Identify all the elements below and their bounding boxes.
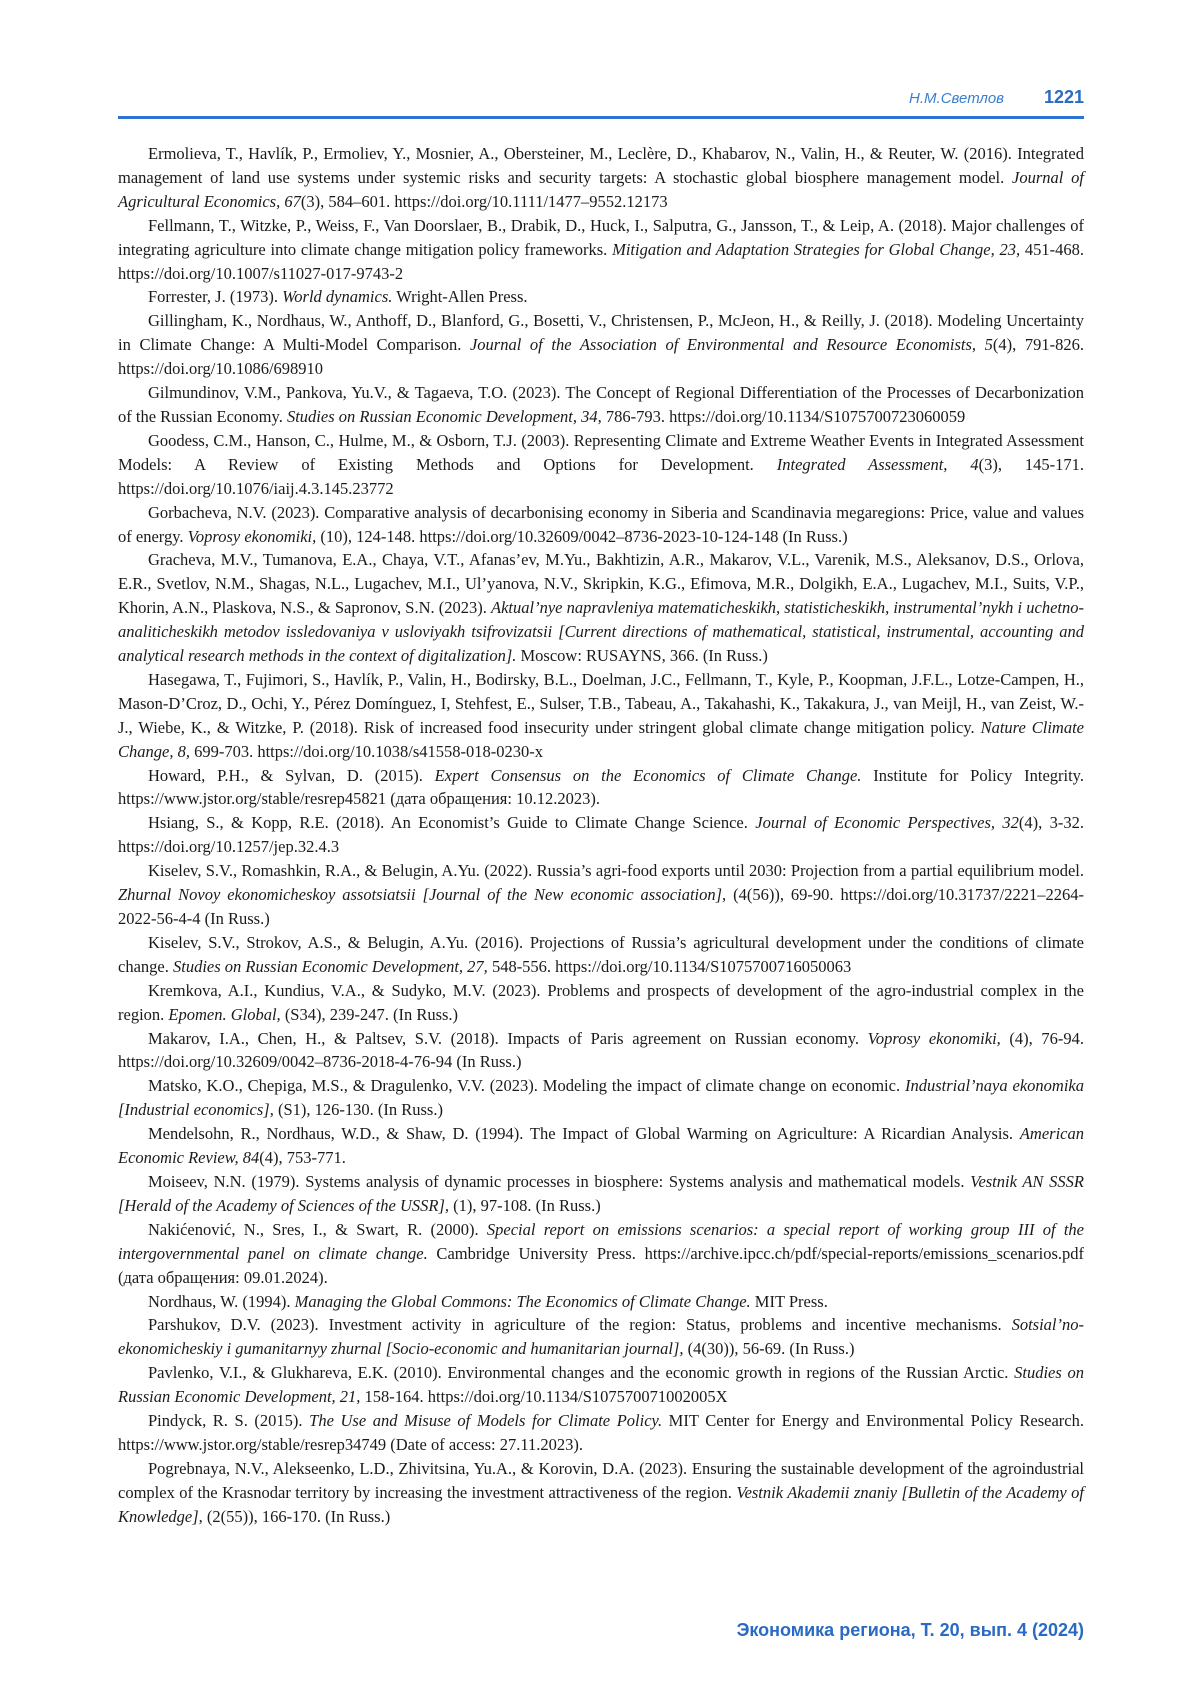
reference-text: Gracheva, M.V., Tumanova, E.A., Chaya, V.T., Afanas’ev, M.Yu., Bakhtizin, A.R., Makarov, V.L., Varenik, M.S., Aleksanov, D.S., Orlova, E.R., Svetlov, N.M., Shagas, N.L., Lugachev, M.I., Ul’yanova, N.V., Skripkin, K.G., Efimova, M.R., Dolgikh, E.A., Lugachev, M.I., Suits, V.P., Khorin, A.N., Plaskova, N.S., & Sapronov, S.N. (2023).	[118, 550, 1084, 618]
reference-text: Nakićenović, N., Sres, I., & Swart, R. (2000).	[148, 1219, 487, 1239]
reference-text: 548-556. https://doi.org/10.1134/S1075700716050063	[487, 956, 852, 976]
reference-entry	[118, 548, 1084, 668]
reference-text: Moscow: RUSAYNS, 366. (In Russ.)	[516, 646, 768, 666]
reference-source-title: Sotsial’no-ekonomicheskiy i gumanitarnyy zhurnal [Socio-economic and humanitarian journal],	[118, 1315, 1084, 1359]
reference-text: Pogrebnaya, N.V., Alekseenko, L.D., Zhivitsina, Yu.A., & Korovin, D.A. (2023). Ensuring the sustainable development of the agroindustrial complex of the Krasnodar territory by increasing the investment attractiveness of the region.	[118, 1458, 1084, 1502]
reference-source-title: World dynamics.	[282, 287, 393, 307]
reference-entry	[118, 1409, 1084, 1457]
reference-entry	[118, 764, 1084, 812]
reference-text: Kremkova, A.I., Kundius, V.A., & Sudyko, M.V. (2023). Problems and prospects of development of the agro-industrial complex in the region.	[118, 980, 1084, 1024]
reference-text: Moiseev, N.N. (1979). Systems analysis of dynamic processes in biosphere: Systems analysis and mathematical models.	[148, 1171, 971, 1191]
reference-text: Wright-Allen Press.	[392, 287, 528, 307]
reference-source-title: Industrial’naya ekonomika [Industrial economics],	[118, 1076, 1084, 1120]
reference-entry	[118, 381, 1084, 429]
reference-source-title: Managing the Global Commons: The Economics of Climate Change.	[294, 1291, 751, 1311]
reference-entry	[118, 979, 1084, 1027]
reference-text: Mendelsohn, R., Nordhaus, W.D., & Shaw, D. (1994). The Impact of Global Warming on Agriculture: A Ricardian Analysis.	[148, 1124, 1020, 1144]
reference-entry	[118, 1027, 1084, 1075]
reference-source-title: The Use and Misuse of Models for Climate Policy.	[309, 1411, 663, 1431]
reference-entry	[118, 1122, 1084, 1170]
reference-source-title: Integrated Assessment, 4	[776, 454, 979, 474]
reference-text: Cambridge University Press. https://archive.ipcc.ch/pdf/special-reports/emissions_scenarios.pdf (дата обращения: 09.01.2024).	[118, 1243, 1084, 1287]
reference-entry	[118, 429, 1084, 501]
reference-text: 786-793. https://doi.org/10.1134/S1075700723060059	[601, 406, 966, 426]
reference-text: Forrester, J. (1973).	[148, 287, 283, 307]
reference-text: Hasegawa, T., Fujimori, S., Havlík, P., Valin, H., Bodirsky, B.L., Doelman, J.C., Fellmann, T., Kyle, P., Koopman, J.F.L., Lotze-Campen, H., Mason-D’Croz, D., Ochi, Y., Pérez Domínguez, I, Stehfest, E., Sulser, T.B., Tabeau, A., Takahashi, K., Takakura, J., van Meijl, H., van Zeist, W.-J., Wiebe, K., & Witzke, P. (2018). Risk of increased food insecurity under stringent global climate change mitigation policy.	[118, 669, 1084, 737]
reference-source-title: Mitigation and Adaptation Strategies for Global Change, 23,	[612, 239, 1021, 259]
reference-text: Howard, P.H., & Sylvan, D. (2015).	[148, 765, 435, 785]
reference-text: Gorbacheva, N.V. (2023). Comparative analysis of decarbonising economy in Siberia and Scandinavia megaregions: Price, value and values of energy.	[118, 502, 1084, 546]
reference-text: (4), 76-94. https://doi.org/10.32609/0042–8736-2018-4-76-94 (In Russ.)	[118, 1028, 1085, 1072]
reference-source-title: Journal of Economic Perspectives, 32	[755, 813, 1019, 833]
reference-text: Makarov, I.A., Chen, H., & Paltsev, S.V. (2018). Impacts of Paris agreement on Russian economy.	[148, 1028, 868, 1048]
reference-entry	[118, 142, 1084, 214]
reference-text: Hsiang, S., & Kopp, R.E. (2018). An Economist’s Guide to Climate Change Science.	[148, 813, 756, 833]
reference-list	[118, 142, 1084, 1529]
reference-text: Goodess, C.M., Hanson, C., Hulme, M., & Osborn, T.J. (2003). Representing Climate and Extreme Weather Events in Integrated Assessment Models: A Review of Existing Methods and Options for Development.	[118, 430, 1084, 474]
reference-text: Parshukov, D.V. (2023). Investment activity in agriculture of the region: Status, problems and incentive mechanisms.	[148, 1315, 1012, 1335]
reference-text: (S1), 126-130. (In Russ.)	[273, 1100, 443, 1120]
reference-source-title: Nature Climate Change, 8,	[118, 717, 1084, 761]
reference-text: (4(30)), 56-69. (In Russ.)	[683, 1339, 855, 1359]
reference-entry	[118, 811, 1084, 859]
reference-text: Pavlenko, V.I., & Glukhareva, E.K. (2010). Environmental changes and the economic growth in regions of the Russian Arctic.	[148, 1363, 1015, 1383]
reference-text: Kiselev, S.V., Strokov, A.S., & Belugin, A.Yu. (2016). Projections of Russia’s agricultural development under the conditions of climate change.	[118, 932, 1084, 976]
reference-text: (10), 124-148. https://doi.org/10.32609/0042–8736-2023-10-124-148 (In Russ.)	[316, 526, 848, 546]
reference-entry	[118, 1290, 1084, 1314]
reference-text: (S34), 239-247. (In Russ.)	[280, 1004, 459, 1024]
reference-text: (4), 791-826. https://doi.org/10.1086/698910	[118, 335, 1085, 379]
reference-entry	[118, 1074, 1084, 1122]
header-rule	[118, 116, 1084, 119]
reference-text: (3), 584–601. https://doi.org/10.1111/1477–9552.12173	[300, 191, 668, 211]
reference-source-title: Vestnik Akademii znaniy [Bulletin of the Academy of Knowledge],	[118, 1482, 1085, 1526]
reference-text: Matsko, K.O., Chepiga, M.S., & Dragulenko, V.V. (2023). Modeling the impact of climate change on economic.	[148, 1076, 905, 1096]
reference-entry	[118, 1361, 1084, 1409]
reference-source-title: Vestnik AN SSSR [Herald of the Academy of Sciences of the USSR],	[118, 1171, 1084, 1215]
reference-text: (3), 145-171. https://doi.org/10.1076/iaij.4.3.145.23772	[118, 454, 1085, 498]
reference-entry	[118, 309, 1084, 381]
reference-source-title: Journal of the Association of Environmental and Resource Economists, 5	[469, 335, 993, 355]
reference-text: Gilmundinov, V.M., Pankova, Yu.V., & Tagaeva, T.O. (2023). The Concept of Regional Differentiation of the Processes of Decarbonization of the Russian Economy.	[118, 383, 1084, 426]
reference-source-title: American Economic Review, 84	[118, 1124, 1084, 1168]
reference-text: (1), 97-108. (In Russ.)	[449, 1195, 601, 1215]
running-header-author: Н.М.Светлов	[909, 90, 1004, 107]
reference-entry	[118, 859, 1084, 931]
reference-source-title: Aktual’nye napravleniya matematicheskikh, statisticheskikh, instrumental’nykh i uchetno-analiticheskikh metodov issledovaniya v usloviyakh tsifrovizatsii [Current directions of mathematical, statistical, instrumental, accounting and analytical research methods in the context of digitalization].	[118, 598, 1084, 666]
reference-entry	[118, 931, 1084, 979]
reference-text: MIT Press.	[750, 1291, 828, 1311]
reference-source-title: Zhurnal Novoy ekonomicheskoy assotsiatsii [Journal of the New economic association],	[118, 885, 727, 905]
reference-text: Gillingham, K., Nordhaus, W., Anthoff, D., Blanford, G., Bosetti, V., Christensen, P., McJeon, H., & Reilly, J. (2018). Modeling Uncertainty in Climate Change: A Multi-Model Comparison.	[118, 311, 1084, 355]
reference-source-title: Special report on emissions scenarios: a special report of working group III of the intergovernmental panel on climate change.	[118, 1219, 1084, 1263]
reference-source-title: Studies on Russian Economic Development, 34,	[286, 406, 602, 426]
reference-text: Institute for Policy Integrity. https://www.jstor.org/stable/resrep45821 (дата обращения: 10.12.2023).	[118, 765, 1084, 809]
reference-source-title: Studies on Russian Economic Development, 21,	[118, 1363, 1084, 1407]
reference-entry	[118, 1457, 1084, 1529]
reference-text: Pindyck, R. S. (2015).	[148, 1411, 310, 1431]
reference-entry	[118, 668, 1084, 764]
reference-source-title: Studies on Russian Economic Development, 27,	[172, 956, 488, 976]
reference-text: (4), 3-32. https://doi.org/10.1257/jep.32.4.3	[118, 813, 1084, 857]
reference-text: Nordhaus, W. (1994).	[148, 1291, 295, 1311]
reference-source-title: Expert Consensus on the Economics of Climate Change.	[434, 765, 862, 785]
reference-entry	[118, 1170, 1084, 1218]
reference-text: Kiselev, S.V., Romashkin, R.A., & Belugin, A.Yu. (2022). Russia’s agri-food exports until 2030: Projection from a partial equilibrium model.	[148, 861, 1084, 881]
reference-entry	[118, 285, 1084, 309]
reference-entry	[118, 214, 1084, 286]
reference-entry	[118, 501, 1084, 549]
reference-entry	[118, 1313, 1084, 1361]
reference-text: 699-703. https://doi.org/10.1038/s41558-018-0230-x	[189, 741, 544, 761]
reference-text: (4), 753-771.	[259, 1148, 346, 1168]
reference-source-title: Epomen. Global,	[168, 1004, 281, 1024]
reference-source-title: Voprosy ekonomiki,	[867, 1028, 1001, 1048]
reference-text: Ermolieva, T., Havlík, P., Ermoliev, Y., Mosnier, A., Obersteiner, M., Leclère, D., Khabarov, N., Valin, H., & Reuter, W. (2016). Integrated management of land use systems under systemic risks and security targets: A stochastic global biosphere management model.	[118, 144, 1084, 187]
reference-text: 158-164. https://doi.org/10.1134/S107570071002005X	[360, 1387, 728, 1407]
reference-text: MIT Center for Energy and Environmental Policy Research. https://www.jstor.org/stable/resrep34749 (Date of access: 27.11.2023).	[118, 1411, 1084, 1454]
journal-footer: Экономика региона, Т. 20, вып. 4 (2024)	[736, 1620, 1084, 1640]
reference-text: 451-468. https://doi.org/10.1007/s11027-017-9743-2	[118, 239, 1085, 283]
reference-entry	[118, 1218, 1084, 1290]
reference-text: (2(55)), 166-170. (In Russ.)	[202, 1506, 391, 1526]
reference-text: Fellmann, T., Witzke, P., Weiss, F., Van Doorslaer, B., Drabik, D., Huck, I., Salputra, G., Jansson, T., & Leip, A. (2018). Major challenges of integrating agriculture into climate change mitigation policy frameworks.	[118, 215, 1084, 259]
reference-source-title: Voprosy ekonomiki,	[187, 526, 317, 546]
reference-text: (4(56)), 69-90. https://doi.org/10.31737/2221–2264-2022-56-4-4 (In Russ.)	[118, 885, 1084, 928]
reference-source-title: Journal of Agricultural Economics, 67	[118, 167, 1084, 211]
running-header	[118, 86, 1084, 116]
page-number: 1221	[1043, 87, 1084, 107]
